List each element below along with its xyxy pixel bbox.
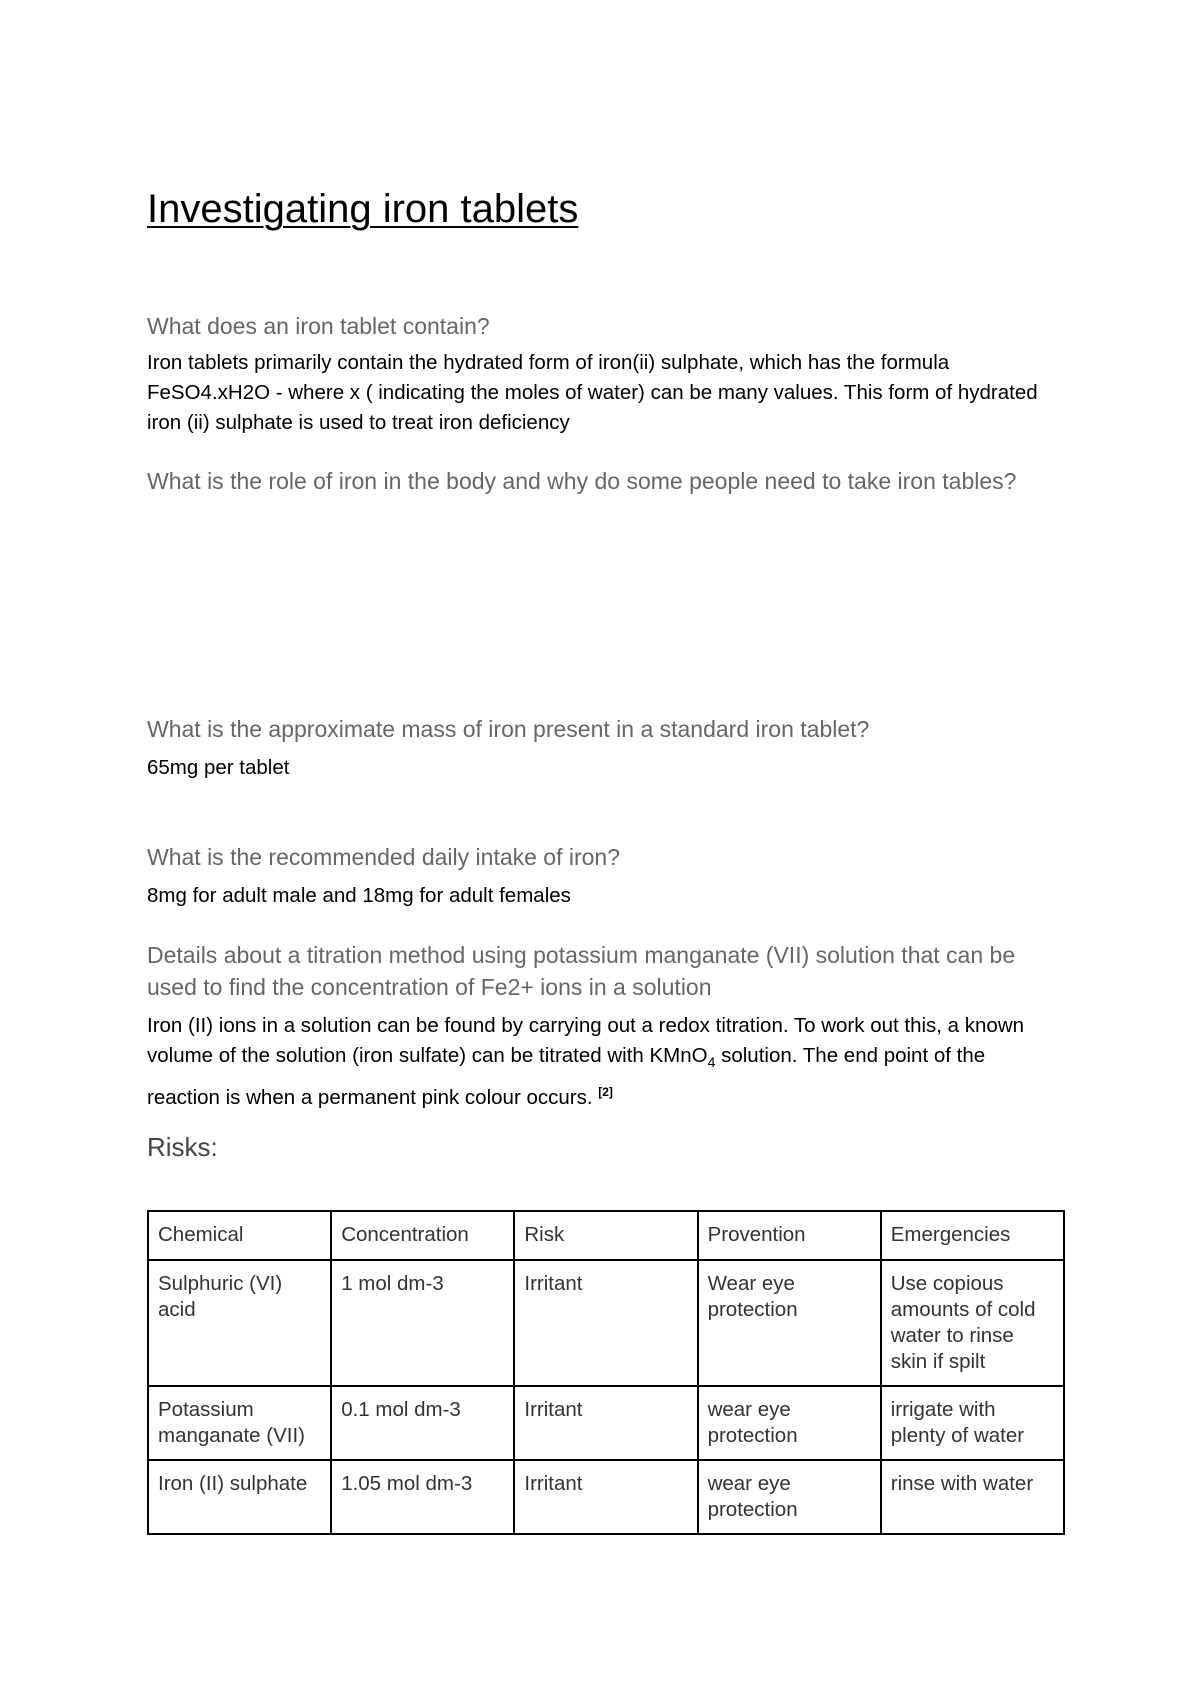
table-cell-risk: Irritant xyxy=(514,1386,697,1460)
citation-reference[interactable]: [2] xyxy=(598,1085,613,1100)
question-tablet-contents: What does an iron tablet contain? xyxy=(147,313,490,339)
table-cell-provention: wear eye protection xyxy=(698,1386,881,1460)
page-title: Investigating iron tablets xyxy=(147,187,579,231)
table-header-row xyxy=(148,1211,1064,1260)
table-row xyxy=(148,1460,1064,1534)
titration-text-part1: Iron (II) ions in a solution can be found by carrying out a redox titration. To work out this, a known volume of the solution (iron sulfate) can be titrated with KMnO xyxy=(147,1014,1025,1067)
table-cell-provention: wear eye protection xyxy=(698,1460,881,1534)
table-cell-chemical: Iron (II) sulphate xyxy=(148,1460,331,1534)
header-provention: Provention xyxy=(698,1211,881,1260)
answer-titration-method xyxy=(147,1011,1062,1113)
table-cell-risk: Irritant xyxy=(514,1460,697,1534)
titration-text-part2: solution. The end point of the reaction is when a permanent pink colour occurs. xyxy=(147,1044,986,1109)
titration-subscript: 4 xyxy=(707,1054,716,1071)
header-emergencies: Emergencies xyxy=(881,1211,1064,1260)
question-iron-mass: What is the approximate mass of iron present in a standard iron tablet? xyxy=(147,716,870,742)
table-cell-concentration: 1.05 mol dm-3 xyxy=(331,1460,514,1534)
table-row xyxy=(148,1260,1064,1386)
table-cell-chemical: Sulphuric (VI) acid xyxy=(148,1260,331,1386)
header-chemical: Chemical xyxy=(148,1211,331,1260)
table-cell-risk: Irritant xyxy=(514,1260,697,1386)
question-iron-role: What is the role of iron in the body and why do some people need to take iron tables? xyxy=(147,468,1017,494)
table-cell-provention: Wear eye protection xyxy=(698,1260,881,1386)
table-cell-chemical: Potassium manganate (VII) xyxy=(148,1386,331,1460)
table-cell-emergencies: rinse with water xyxy=(881,1460,1064,1534)
header-risk: Risk xyxy=(514,1211,697,1260)
table-cell-concentration: 1 mol dm-3 xyxy=(331,1260,514,1386)
risks-heading: Risks: xyxy=(147,1132,218,1162)
table-cell-emergencies: irrigate with plenty of water xyxy=(881,1386,1064,1460)
table-cell-concentration: 0.1 mol dm-3 xyxy=(331,1386,514,1460)
question-titration-method: Details about a titration method using potassium manganate (VII) solution that can be used to find the concentration of Fe2+ ions in a solution xyxy=(147,942,1016,1000)
answer-daily-intake: 8mg for adult male and 18mg for adult females xyxy=(147,884,571,907)
table-row xyxy=(148,1386,1064,1460)
table-cell-emergencies: Use copious amounts of cold water to rinse skin if spilt xyxy=(881,1260,1064,1386)
answer-tablet-contents: Iron tablets primarily contain the hydrated form of iron(ii) sulphate, which has the formula FeSO4.xH2O - where x ( indicating the moles of water) can be many values. This form of hydrated iron (ii) sulphate is used to treat iron deficiency xyxy=(147,351,1038,434)
question-daily-intake: What is the recommended daily intake of iron? xyxy=(147,844,621,870)
answer-iron-mass: 65mg per tablet xyxy=(147,756,290,779)
header-concentration: Concentration xyxy=(331,1211,514,1260)
risk-table xyxy=(147,1210,1065,1535)
